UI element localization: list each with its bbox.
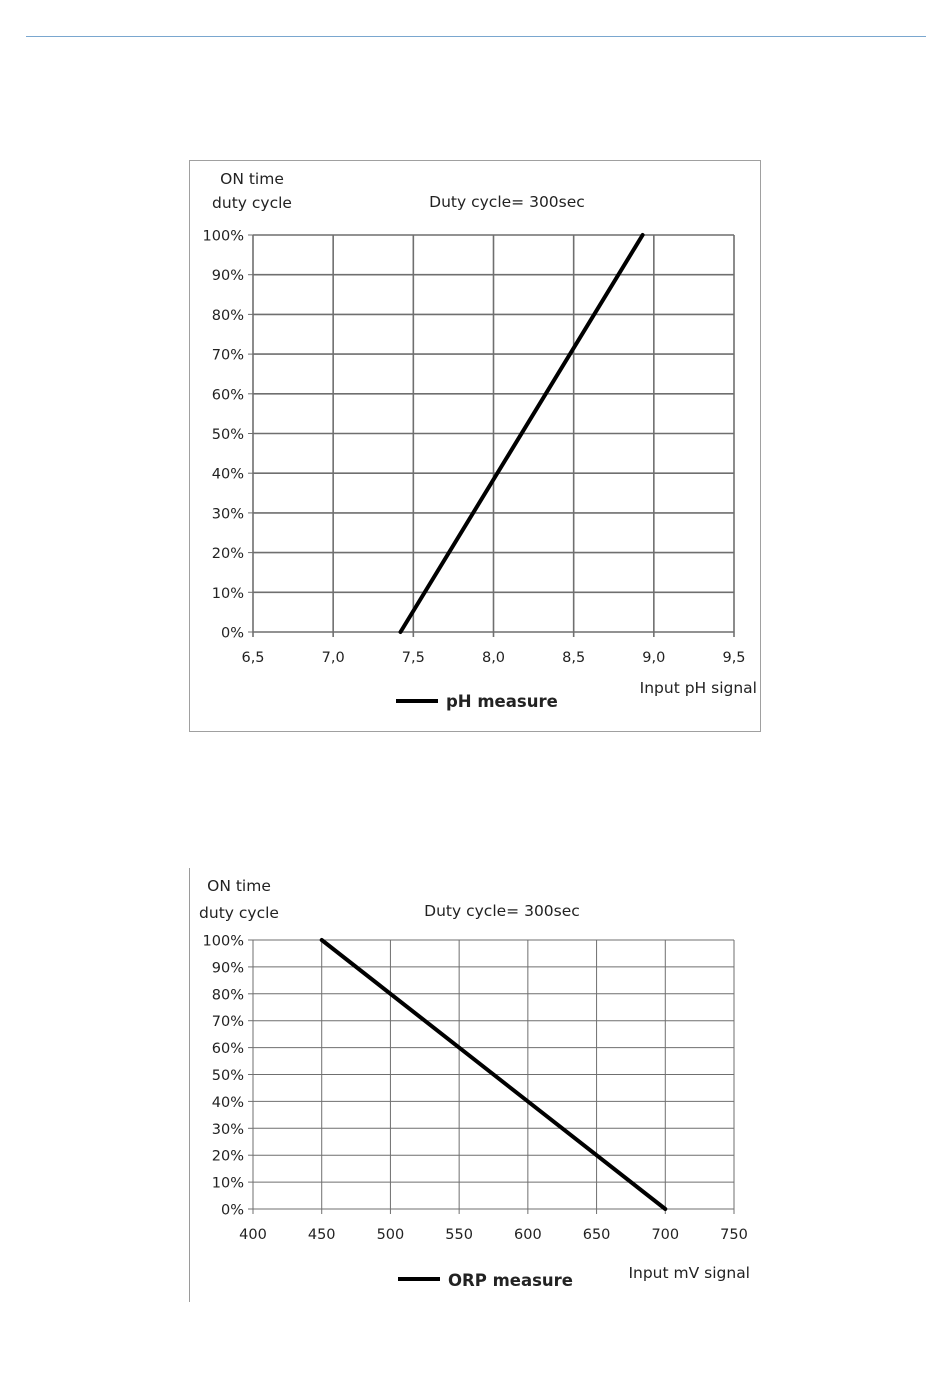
x-tick-label: 8,5	[562, 650, 586, 666]
x-tick-label: 7,5	[401, 650, 425, 666]
y-tick-label: 0%	[220, 1202, 244, 1219]
y-tick-label: 50%	[211, 427, 244, 443]
x-tick-label: 700	[651, 1227, 680, 1243]
x-tick-label: 450	[307, 1227, 336, 1243]
y-tick-label: 80%	[211, 987, 244, 1004]
legend-label: pH measure	[446, 692, 558, 711]
y-tick-label: 100%	[202, 228, 244, 245]
header-rule	[26, 36, 926, 37]
y-tick-label: 30%	[211, 506, 244, 523]
x-tick-label: 8,0	[481, 650, 506, 666]
y-tick-label: 90%	[211, 960, 244, 977]
y-tick-label: 20%	[211, 1148, 244, 1165]
y-tick-label: 40%	[211, 1094, 244, 1111]
ph-duty-cycle-chart	[189, 160, 761, 732]
y-tick-label: 10%	[211, 585, 244, 602]
chart-frame	[190, 161, 761, 732]
chart-title: Duty cycle= 300sec	[429, 193, 585, 211]
x-tick-label: 400	[239, 1227, 267, 1243]
y-axis-label-line-1: ON time	[207, 877, 271, 895]
x-tick-label: 6,5	[241, 650, 265, 666]
y-tick-label: 0%	[220, 625, 244, 642]
orp-duty-cycle-chart	[189, 868, 761, 1302]
chart-title: Duty cycle= 300sec	[424, 902, 580, 920]
x-axis-label: Input mV signal	[628, 1264, 750, 1282]
y-tick-label: 90%	[211, 268, 244, 285]
y-axis-label-line-2: duty cycle	[199, 904, 279, 922]
y-tick-label: 20%	[211, 546, 244, 563]
x-tick-label: 600	[514, 1227, 542, 1243]
x-tick-label: 9,5	[722, 650, 746, 666]
y-tick-label: 70%	[211, 347, 244, 364]
y-tick-label: 50%	[211, 1068, 244, 1084]
legend-label: ORP measure	[448, 1271, 573, 1290]
x-tick-label: 650	[582, 1227, 611, 1243]
y-tick-label: 60%	[211, 387, 244, 404]
y-axis-label-line-1: ON time	[220, 170, 284, 188]
x-axis-label: Input pH signal	[639, 679, 757, 697]
x-tick-label: 7,0	[321, 650, 345, 666]
x-tick-label: 500	[376, 1227, 405, 1243]
y-tick-label: 70%	[211, 1014, 244, 1031]
x-tick-label: 9,0	[642, 650, 666, 666]
y-tick-label: 40%	[211, 466, 244, 483]
y-tick-label: 80%	[211, 307, 244, 324]
y-tick-label: 10%	[211, 1175, 244, 1192]
y-tick-label: 30%	[211, 1121, 244, 1138]
y-tick-label: 100%	[202, 933, 244, 950]
x-tick-label: 750	[720, 1227, 748, 1243]
y-tick-label: 60%	[211, 1041, 244, 1058]
y-axis-label-line-2: duty cycle	[212, 194, 292, 212]
x-tick-label: 550	[445, 1227, 473, 1243]
